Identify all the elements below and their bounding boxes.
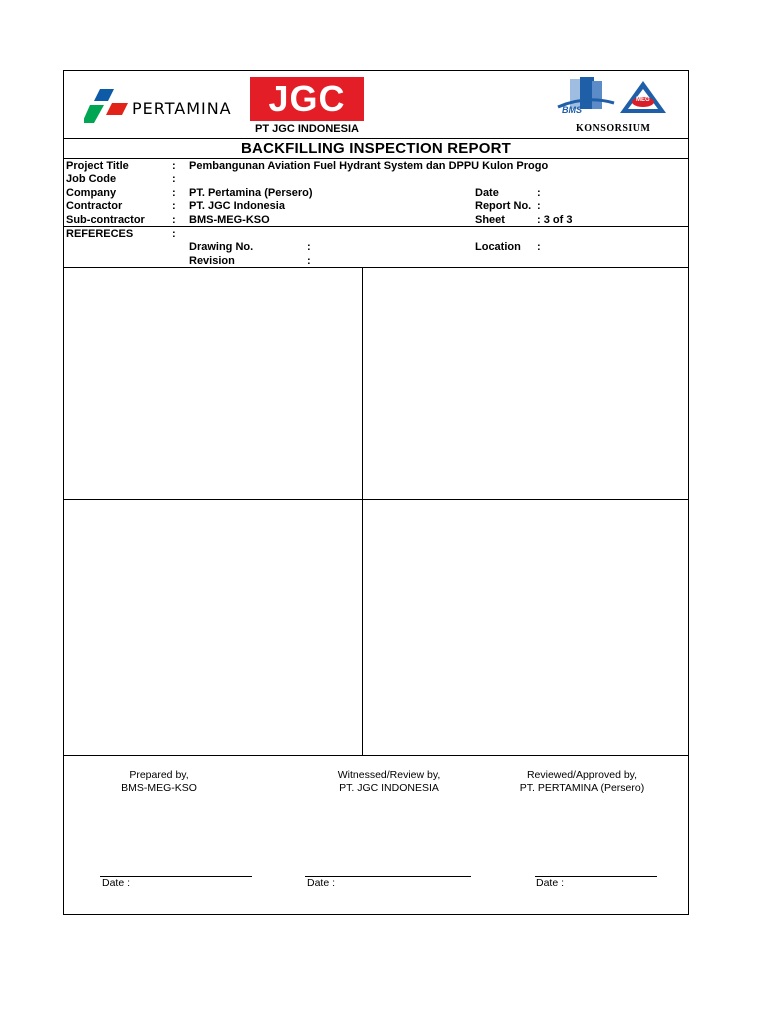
company-value: PT. Pertamina (Persero) xyxy=(189,187,313,199)
signature-org-prepared: BMS-MEG-KSO xyxy=(121,782,197,794)
header-divider xyxy=(64,138,688,139)
photo-grid-bottom xyxy=(64,755,688,756)
jgc-wordmark: JGC xyxy=(268,78,346,119)
revision-label: Revision xyxy=(189,255,235,267)
revision-colon: : xyxy=(307,255,311,267)
drawing-no-colon: : xyxy=(307,241,311,253)
report-no-label: Report No. xyxy=(475,200,532,212)
subcontractor-label: Sub-contractor xyxy=(66,214,145,226)
location-label: Location xyxy=(475,241,521,253)
pertamina-logo-icon xyxy=(84,87,130,125)
sheet-label: Sheet xyxy=(475,214,505,226)
photo-cell-2[interactable] xyxy=(363,268,688,499)
subcontractor-colon: : xyxy=(172,214,176,226)
company-colon: : xyxy=(172,187,176,199)
photo-cell-4[interactable] xyxy=(363,500,688,755)
project-title-colon: : xyxy=(172,160,176,172)
meg-text: MEG xyxy=(636,97,650,103)
job-code-label: Job Code xyxy=(66,173,117,185)
photo-cell-1[interactable] xyxy=(64,268,362,499)
photo-cell-3[interactable] xyxy=(64,500,362,755)
jgc-logo xyxy=(250,77,366,137)
date-label: Date xyxy=(475,187,499,199)
signature-date-witnessed: Date : xyxy=(307,877,336,889)
references-colon: : xyxy=(172,228,176,240)
signature-role-prepared: Prepared by, xyxy=(129,769,189,781)
konsorsium-text: KONSORSIUM xyxy=(576,123,651,134)
date-colon: : xyxy=(537,187,541,199)
contractor-colon: : xyxy=(172,200,176,212)
job-code-colon: : xyxy=(172,173,176,185)
jgc-subtitle: PT JGC INDONESIA xyxy=(255,123,359,135)
subcontractor-value: BMS-MEG-KSO xyxy=(189,214,270,226)
jgc-logo-box xyxy=(250,77,364,121)
company-label: Company xyxy=(66,187,117,199)
info-divider xyxy=(64,226,688,227)
report-form xyxy=(63,70,689,915)
sheet-value: : 3 of 3 xyxy=(537,214,573,226)
bms-text: BMS xyxy=(562,105,582,115)
signature-date-approved: Date : xyxy=(536,877,565,889)
contractor-value: PT. JGC Indonesia xyxy=(189,200,285,212)
signature-role-witnessed: Witnessed/Review by, xyxy=(337,769,441,781)
report-title: BACKFILLING INSPECTION REPORT xyxy=(241,140,511,157)
signature-org-witnessed: PT. JGC INDONESIA xyxy=(339,782,439,794)
pertamina-logo xyxy=(84,87,234,125)
konsorsium-logo xyxy=(556,77,676,137)
signature-date-prepared: Date : xyxy=(102,877,131,889)
report-no-colon: : xyxy=(537,200,541,212)
location-colon: : xyxy=(537,241,541,253)
title-divider xyxy=(64,158,688,159)
pertamina-wordmark: PERTAMINA xyxy=(132,99,232,118)
drawing-no-label: Drawing No. xyxy=(189,241,254,253)
references-label: REFERECES xyxy=(66,228,134,240)
contractor-label: Contractor xyxy=(66,200,123,212)
signature-org-approved: PT. PERTAMINA (Persero) xyxy=(519,782,645,794)
project-title-value: Pembangunan Aviation Fuel Hydrant System dan DPPU Kulon Progo xyxy=(189,160,549,172)
project-title-label: Project Title xyxy=(66,160,129,172)
signature-role-approved: Reviewed/Approved by, xyxy=(526,769,638,781)
